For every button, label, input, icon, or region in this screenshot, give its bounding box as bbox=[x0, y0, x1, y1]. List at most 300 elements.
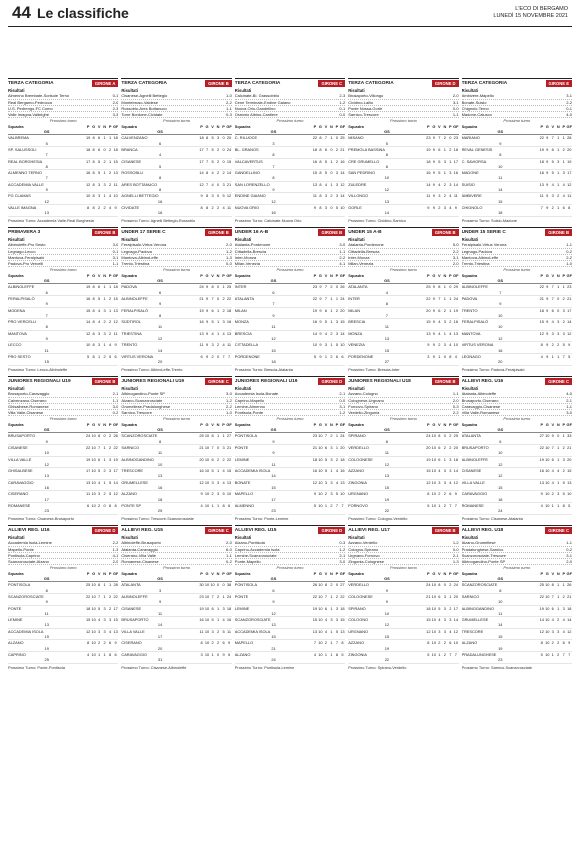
standings-box bbox=[235, 374, 345, 523]
stat-cell: 21 bbox=[567, 593, 572, 599]
table-row bbox=[235, 159, 345, 171]
team-name: AZZANO bbox=[348, 640, 364, 646]
stat-cell: 3 bbox=[216, 491, 220, 497]
match-score: 3-0 bbox=[112, 242, 119, 248]
stat-cell: 13 bbox=[113, 170, 118, 176]
stat-cell: 1 bbox=[324, 651, 328, 657]
stat-cell: 2 bbox=[335, 456, 339, 462]
stat-cell: 15 bbox=[539, 319, 544, 325]
stat-cell: 1 bbox=[557, 353, 560, 359]
stat-cell: 2 bbox=[330, 193, 333, 199]
stat-cell: 5 bbox=[211, 319, 214, 325]
stat-cell: 2 bbox=[551, 640, 554, 646]
category-title: TERZA CATEGORIA bbox=[8, 81, 54, 86]
stat-cell: 16 bbox=[226, 617, 232, 623]
stat-cell: 3 bbox=[335, 605, 339, 611]
col-header: P bbox=[86, 123, 90, 129]
stat-cell: 1 bbox=[103, 593, 106, 599]
col-header: G bbox=[432, 570, 436, 576]
stat-cell: 15 bbox=[271, 347, 276, 353]
stat-cell: 10 bbox=[91, 582, 96, 588]
stat-cell: 2 bbox=[557, 342, 560, 348]
stat-cell: 10 bbox=[91, 468, 96, 474]
stat-cell: 5 bbox=[341, 651, 344, 657]
stat-cell: 1 bbox=[222, 284, 225, 290]
stat-cell: 7 bbox=[551, 444, 554, 450]
stat-cell: 4 bbox=[222, 479, 225, 485]
match-score: 2-2 bbox=[566, 99, 572, 105]
stat-cell: 1 bbox=[109, 158, 112, 164]
table-row bbox=[462, 308, 572, 320]
next-round-note: Prossimo Turno: Trescore-Scanzorosciate bbox=[121, 515, 194, 521]
stat-cell: 10 bbox=[85, 342, 91, 348]
stat-cell: 5 bbox=[211, 468, 214, 474]
stat-cell: 8 bbox=[205, 204, 209, 210]
standings-box bbox=[121, 225, 231, 374]
stat-cell: 2 bbox=[562, 444, 565, 450]
standings-header bbox=[348, 273, 458, 285]
col-header: GF bbox=[339, 570, 346, 576]
match-teams: Mantova-Feralpisalò bbox=[8, 254, 45, 260]
stat-cell: 10 bbox=[498, 312, 503, 318]
stat-cell: 2 bbox=[335, 593, 339, 599]
stat-cell: 1 bbox=[449, 295, 452, 301]
stat-cell: 14 bbox=[85, 319, 91, 325]
match-teams: Atalanta-Pordenone bbox=[348, 242, 384, 248]
stat-cell: 1 bbox=[98, 651, 101, 657]
team-name: ALZANO bbox=[8, 640, 24, 646]
stat-cell: 9 bbox=[546, 181, 549, 187]
stat-cell: 5 bbox=[159, 163, 162, 169]
next-round-note: Prossimo Turno: Suisio-Madone bbox=[461, 217, 517, 223]
stat-cell: 5 bbox=[222, 491, 225, 497]
table-row bbox=[235, 491, 345, 503]
box-header bbox=[8, 78, 118, 87]
stat-cell: 12 bbox=[384, 187, 390, 193]
stat-cell: 9 bbox=[385, 599, 388, 605]
stat-cell: 1 bbox=[103, 170, 106, 176]
col-header: P bbox=[427, 570, 430, 576]
team-name: GRUMELLESE bbox=[121, 479, 148, 485]
match-teams: Scanzorosciate-Trescore bbox=[461, 552, 506, 558]
stat-cell: 20 bbox=[426, 307, 431, 313]
team-name: ALZANO bbox=[121, 491, 137, 497]
round-label: Prossimo turno bbox=[503, 416, 531, 422]
team-name: LECCO bbox=[8, 342, 22, 348]
stat-cell: 2 bbox=[449, 444, 452, 450]
stat-cell: 11 bbox=[539, 193, 544, 199]
stat-cell: 16 bbox=[226, 319, 232, 325]
stat-cell: 9 bbox=[432, 193, 435, 199]
table-row bbox=[462, 182, 572, 194]
col-header: P bbox=[222, 570, 225, 576]
table-row bbox=[348, 457, 458, 469]
stat-cell: 8 bbox=[92, 307, 95, 313]
match-teams: Ghisalbese-Romanese bbox=[8, 403, 49, 409]
stat-cell: 9 bbox=[432, 181, 435, 187]
team-name: INTER bbox=[348, 295, 360, 301]
match-score: 4-1 bbox=[339, 261, 346, 267]
match-teams: Madone-Calusco bbox=[461, 112, 492, 118]
stat-cell: 8 bbox=[45, 324, 48, 330]
stat-cell: 4 bbox=[87, 651, 90, 657]
match-score: 2-2 bbox=[452, 248, 459, 254]
col-header: N bbox=[443, 272, 447, 278]
stat-cell: 17 bbox=[453, 605, 458, 611]
round-label: Prossimo turno bbox=[389, 267, 417, 273]
stat-cell: 21 bbox=[567, 444, 572, 450]
group-badge: GIRONE D bbox=[432, 80, 459, 87]
box-header bbox=[8, 376, 118, 385]
stat-cell: 21 bbox=[340, 146, 345, 152]
col-team: Squadra bbox=[8, 421, 24, 427]
stat-cell: 24 bbox=[426, 433, 431, 439]
stat-cell: 1 bbox=[557, 135, 560, 141]
stat-cell: 10 bbox=[431, 491, 436, 497]
stat-cell: 9 bbox=[568, 342, 571, 348]
stat-cell: 7 bbox=[211, 444, 214, 450]
stat-cell: 1 bbox=[562, 582, 565, 588]
stat-cell: 12 bbox=[199, 181, 204, 187]
col-header: P bbox=[335, 570, 339, 576]
stat-cell: 1 bbox=[557, 502, 560, 508]
team-name: ZINGONIA bbox=[348, 651, 367, 657]
stat-cell: 2 bbox=[109, 170, 112, 176]
team-name: CALVENZANO bbox=[121, 135, 148, 141]
stat-cell: 9 bbox=[272, 438, 275, 444]
stat-cell: 9 bbox=[114, 204, 117, 210]
stat-cell: 10 bbox=[204, 502, 210, 508]
stat-cell: 7 bbox=[551, 284, 554, 290]
stat-cell: 14 bbox=[453, 181, 458, 187]
stat-cell: 19 bbox=[539, 456, 544, 462]
stat-cell: 12 bbox=[426, 479, 431, 485]
stat-cell: 5 bbox=[45, 140, 48, 146]
stat-cell: 1 bbox=[330, 319, 333, 325]
standings-box bbox=[348, 523, 458, 672]
stat-cell: 4 bbox=[335, 479, 339, 485]
team-name: URGNANO bbox=[348, 628, 369, 634]
col-header: V bbox=[324, 272, 328, 278]
stat-cell: 1 bbox=[443, 284, 446, 290]
stat-cell: 5 bbox=[109, 491, 112, 497]
match-teams: Inter-Monza bbox=[234, 254, 257, 260]
stat-cell: 9 bbox=[205, 342, 209, 348]
standings-header bbox=[235, 422, 345, 434]
stat-cell: 15 bbox=[384, 485, 390, 491]
stat-cell: 3 bbox=[557, 158, 560, 164]
stat-cell: 2 bbox=[222, 295, 225, 301]
col-header: V bbox=[551, 421, 555, 427]
stat-cell: 4 bbox=[557, 468, 560, 474]
stat-cell: 2 bbox=[449, 146, 452, 152]
standings-box bbox=[8, 76, 118, 225]
stat-cell: 5 bbox=[211, 617, 214, 623]
team-name: BRUSAPORTO bbox=[8, 433, 36, 439]
table-row bbox=[348, 629, 458, 641]
match-teams: Feralpisalò-Virtus Verona bbox=[121, 242, 167, 248]
stat-cell: 8 bbox=[87, 204, 90, 210]
table-row bbox=[462, 319, 572, 331]
team-name: CISERANO bbox=[121, 640, 142, 646]
standings-box bbox=[235, 225, 345, 374]
team-name: MONZA bbox=[348, 330, 363, 336]
stat-cell: 9 bbox=[432, 307, 435, 313]
stat-cell: 15 bbox=[426, 468, 431, 474]
team-name: SCANZOROSCIATE bbox=[121, 433, 158, 439]
team-name: SAN LORENZELLO bbox=[234, 181, 270, 187]
table-row bbox=[121, 135, 231, 147]
stat-cell: 10 bbox=[210, 582, 215, 588]
stat-cell: 3 bbox=[443, 605, 446, 611]
round-label: Prossimo turno bbox=[49, 416, 77, 422]
match-teams: Cividino-Lallio bbox=[348, 99, 374, 105]
stat-cell: 5 bbox=[211, 146, 214, 152]
match-score: 0-2 bbox=[112, 410, 119, 416]
table-row bbox=[121, 193, 231, 205]
results-label: Risultati bbox=[461, 88, 479, 93]
stat-cell: 22 bbox=[340, 593, 345, 599]
table-row bbox=[8, 433, 118, 445]
table-row bbox=[462, 331, 572, 343]
stat-cell: 38 bbox=[226, 582, 232, 588]
stat-cell: 16 bbox=[453, 319, 458, 325]
standings-header bbox=[235, 124, 345, 136]
stat-cell: 2 bbox=[109, 295, 112, 301]
stat-cell: 1 bbox=[330, 181, 333, 187]
stat-cell: 5 bbox=[222, 628, 225, 634]
team-name: ALBINOLEFFE bbox=[121, 295, 148, 301]
stat-cell: 3 bbox=[335, 617, 339, 623]
category-title: ALLIEVI REG. U15 bbox=[121, 528, 163, 533]
stat-cell: 11 bbox=[227, 628, 232, 634]
stat-cell: 5 bbox=[109, 479, 112, 485]
stat-cell: 10 bbox=[431, 651, 436, 657]
stat-cell: 9 bbox=[432, 146, 435, 152]
stat-cell: 0 bbox=[216, 295, 220, 301]
table-row bbox=[235, 182, 345, 194]
stat-cell: 5 bbox=[540, 651, 543, 657]
match-score: 3-1 bbox=[112, 254, 119, 260]
stat-cell: 8 bbox=[87, 640, 90, 646]
match-teams: Brusaporto-Villongo bbox=[348, 93, 384, 99]
stat-cell: 3 bbox=[98, 628, 101, 634]
col-header: N bbox=[330, 272, 333, 278]
col-header: V bbox=[324, 421, 328, 427]
stat-cell: 15 bbox=[384, 347, 390, 353]
table-row bbox=[121, 652, 231, 664]
stat-cell: 22 bbox=[85, 593, 91, 599]
table-row bbox=[235, 433, 345, 445]
stat-cell: 5 bbox=[313, 353, 317, 359]
stat-cell: 2 bbox=[557, 651, 560, 657]
match-teams: Almenno Brembate-Sorisole Terno bbox=[8, 93, 70, 99]
match-teams: Brusaporto-Caravaggio bbox=[8, 391, 50, 397]
standings-box bbox=[8, 374, 118, 523]
category-title: ALLIEVI REG. U15 bbox=[234, 528, 277, 533]
col-header: P bbox=[222, 123, 225, 129]
table-row bbox=[8, 652, 118, 664]
stat-cell: 3 bbox=[98, 193, 101, 199]
stat-cell: 0 bbox=[335, 135, 339, 141]
team-name: SARNICO bbox=[461, 593, 480, 599]
stat-cell: 6 bbox=[272, 587, 275, 593]
stat-cell: 10 bbox=[431, 456, 436, 462]
match-teams: Caprino-Mapello bbox=[234, 397, 265, 403]
round-label: Prossimo turno bbox=[163, 565, 191, 571]
standings-box bbox=[348, 225, 458, 374]
stat-cell: 1 bbox=[222, 593, 225, 599]
match-teams: Real Bergamo-Pedrocca bbox=[8, 99, 52, 105]
stat-cell: 1 bbox=[557, 284, 560, 290]
stat-cell: 22 bbox=[312, 135, 318, 141]
match-score: 0-1 bbox=[112, 248, 119, 254]
col-team: Squadra bbox=[348, 570, 364, 576]
table-row bbox=[235, 308, 345, 320]
stat-cell: 9 bbox=[385, 587, 388, 593]
col-header: GF bbox=[339, 123, 346, 129]
stat-cell: 2 bbox=[438, 491, 441, 497]
stat-cell: 10 bbox=[431, 479, 436, 485]
match-teams: Sarnico-Trescore bbox=[121, 410, 152, 416]
col-header: P bbox=[540, 123, 544, 129]
team-name: FERALPISALÒ bbox=[461, 319, 489, 325]
col-header: GS bbox=[157, 427, 163, 433]
match-teams: Azzano-Verdello bbox=[348, 540, 378, 546]
col-header: G bbox=[92, 272, 96, 278]
stat-cell: 11 bbox=[453, 193, 458, 199]
round-label: Prossimo turno bbox=[276, 267, 304, 273]
table-row bbox=[462, 640, 572, 652]
category-title: JUNIORES REGIONALI U19 bbox=[8, 379, 71, 384]
stat-cell: 3 bbox=[103, 617, 106, 623]
stat-cell: 5 bbox=[324, 319, 328, 325]
stat-cell: 8 bbox=[319, 204, 322, 210]
col-header: P bbox=[108, 421, 112, 427]
table-row bbox=[235, 147, 345, 159]
match-score: 2-0 bbox=[112, 559, 119, 565]
stat-cell: 1 bbox=[103, 342, 106, 348]
stat-cell: 1 bbox=[216, 433, 220, 439]
col-header: N bbox=[443, 123, 447, 129]
table-row bbox=[8, 354, 118, 366]
team-name: ATALANTA bbox=[234, 295, 255, 301]
stat-cell: 16 bbox=[453, 170, 458, 176]
match-teams: Albinoleffe-Pro Sesto bbox=[8, 242, 46, 248]
stat-cell: 21 bbox=[226, 181, 232, 187]
stat-cell: 24 bbox=[453, 582, 458, 588]
stat-cell: 10 bbox=[204, 628, 210, 634]
stat-cell: 1 bbox=[443, 330, 446, 336]
stat-cell: 10 bbox=[318, 628, 323, 634]
stat-cell: 2 bbox=[330, 353, 333, 359]
standings-header bbox=[121, 273, 231, 285]
team-name: ALBINOGANDINO bbox=[461, 605, 495, 611]
team-name: VERDELLO bbox=[348, 582, 369, 588]
stat-cell: 1 bbox=[211, 651, 214, 657]
stat-cell: 8 bbox=[98, 582, 101, 588]
stat-cell: 7 bbox=[551, 593, 554, 599]
stat-cell: 7 bbox=[324, 593, 328, 599]
col-header: GF bbox=[112, 421, 119, 427]
table-row bbox=[121, 640, 231, 652]
stat-cell: 18 bbox=[113, 135, 118, 141]
stat-cell: 5 bbox=[313, 502, 317, 508]
table-row bbox=[348, 331, 458, 343]
stat-cell: 3 bbox=[551, 193, 554, 199]
match-teams: Villa Valle-Romanese bbox=[461, 410, 500, 416]
stat-cell: 3 bbox=[335, 330, 339, 336]
stat-cell: 7 bbox=[454, 502, 457, 508]
match-score: 2-0 bbox=[226, 242, 232, 248]
stat-cell: 8 bbox=[211, 433, 214, 439]
table-row bbox=[348, 296, 458, 308]
stat-cell: 6 bbox=[272, 289, 275, 295]
stat-cell: 9 bbox=[432, 158, 435, 164]
stat-cell: 2 bbox=[103, 491, 106, 497]
table-row bbox=[348, 182, 458, 194]
match-score: 1-1 bbox=[566, 403, 572, 409]
round-label: Prossimo turno bbox=[49, 267, 77, 273]
standings-header bbox=[8, 124, 118, 136]
stat-cell: 16 bbox=[312, 158, 318, 164]
stat-cell: 9 bbox=[205, 284, 209, 290]
category-title: TERZA CATEGORIA bbox=[348, 81, 394, 86]
match-score: 2-2 bbox=[226, 99, 232, 105]
col-header: P bbox=[108, 570, 112, 576]
table-row bbox=[121, 491, 231, 503]
stat-cell: 1 bbox=[330, 640, 333, 646]
stat-cell: 0 bbox=[216, 444, 220, 450]
stat-cell: 24 bbox=[498, 508, 503, 514]
col-header: GF bbox=[453, 272, 459, 278]
team-name: ALBINOLEFFE bbox=[461, 284, 488, 290]
stat-cell: 12 bbox=[453, 628, 458, 634]
stat-cell: 9 bbox=[546, 193, 549, 199]
stat-cell: 13 bbox=[226, 330, 232, 336]
group-badge: GIRONE B bbox=[92, 378, 119, 385]
team-name: INTER bbox=[234, 284, 247, 290]
stat-cell: 2 bbox=[211, 353, 214, 359]
stat-cell: 9 bbox=[546, 135, 549, 141]
match-score: 0-3 bbox=[452, 403, 459, 409]
team-name: CITTADELLA bbox=[234, 342, 259, 348]
team-name: ARES BOTTANUCO bbox=[121, 181, 158, 187]
table-row bbox=[121, 182, 231, 194]
stat-cell: 4 bbox=[551, 468, 554, 474]
stat-cell: 2 bbox=[216, 628, 220, 634]
col-header: G bbox=[545, 123, 549, 129]
stat-cell: 10 bbox=[545, 433, 550, 439]
stat-cell: 8 bbox=[319, 193, 322, 199]
stat-cell: 22 bbox=[113, 444, 118, 450]
stat-cell: 16 bbox=[340, 468, 345, 474]
stat-cell: 3 bbox=[335, 193, 339, 199]
col-header: V bbox=[551, 272, 555, 278]
stat-cell: 7 bbox=[205, 146, 209, 152]
stat-cell: 33 bbox=[567, 433, 572, 439]
stat-cell: 1 bbox=[216, 330, 220, 336]
team-name: GRUMELLESE bbox=[461, 617, 489, 623]
team-name: C. RILUOCE bbox=[234, 135, 258, 141]
results-label: Risultati bbox=[121, 386, 138, 391]
stat-cell: 1 bbox=[562, 158, 565, 164]
stat-cell: 15 bbox=[312, 170, 318, 176]
table-row bbox=[462, 594, 572, 606]
stat-cell: 1 bbox=[551, 353, 554, 359]
table-row bbox=[462, 193, 572, 205]
stat-cell: 23 bbox=[199, 593, 204, 599]
